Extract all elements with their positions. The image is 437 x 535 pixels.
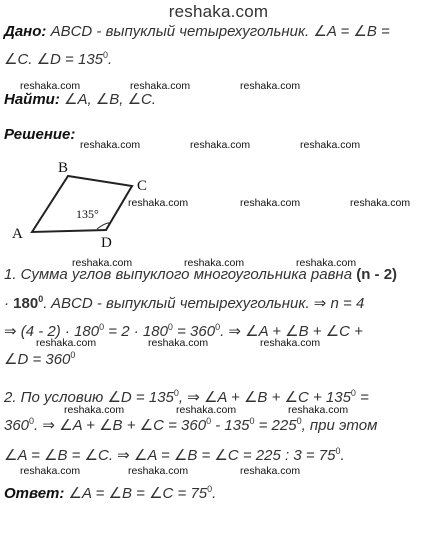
step1-line-2: · $180^0$. ABCD - выпуклый четырехугольник. ⇒ n = 4 (4, 294, 365, 312)
watermark: reshaka.com (80, 139, 141, 151)
quadrilateral-abcd (32, 176, 132, 232)
watermark: reshaka.com (260, 337, 321, 349)
watermark: reshaka.com (20, 80, 81, 92)
find-text: ∠A, ∠B, ∠C. (64, 91, 157, 108)
watermark: reshaka.com (64, 404, 125, 416)
step1-line-1: 1. Сумма углов выпуклого многоугольника равна (n - 2) (4, 266, 398, 283)
watermark: reshaka.com (176, 404, 237, 416)
step1-line-4: ∠D = $360^0$ (4, 350, 76, 368)
watermark: reshaka.com (20, 465, 81, 477)
step2-line-3: ∠A = ∠B = ∠C. ⇒ ∠A = ∠B = ∠C = 225 : $3 = 75^0$. (4, 446, 345, 464)
watermark: reshaka.com (240, 80, 301, 92)
watermark: reshaka.com (184, 257, 245, 269)
step2-line-2: $360^0$. ⇒ ∠A + ∠B + ∠C = $360^0 - 135^0 = 225^0$, при этом (4, 416, 378, 434)
watermark: reshaka.com (36, 337, 97, 349)
answer-line: Ответ: ∠A = ∠B = ∠C = $75^0$. (4, 484, 217, 502)
answer-label: Ответ: (4, 485, 65, 502)
step2-line-1: 2. По условию ∠D = $135^0$, ⇒ ∠A + ∠B + ∠C + $135^0$ = (4, 388, 369, 406)
watermark: reshaka.com (300, 139, 361, 151)
watermark: reshaka.com (350, 197, 411, 209)
watermark: reshaka.com (288, 404, 349, 416)
solution-label: Решение: (4, 126, 76, 143)
given-label: Дано: (4, 23, 47, 40)
watermark: reshaka.com (296, 257, 357, 269)
given-line-2: ∠C. ∠D = $135^0$. (4, 50, 113, 68)
vertex-label-c: C (137, 178, 148, 194)
watermark: reshaka.com (72, 257, 133, 269)
watermark: reshaka.com (240, 465, 301, 477)
watermark: reshaka.com (190, 139, 251, 151)
watermark: reshaka.com (240, 197, 301, 209)
given-text-1: ABCD - выпуклый четырехугольник. ∠A = ∠B = (50, 23, 390, 40)
watermark: reshaka.com (128, 465, 189, 477)
answer-text: ∠A = ∠B = ∠C = 75 (68, 485, 208, 502)
watermark: reshaka.com (148, 337, 209, 349)
vertex-label-a: A (12, 226, 23, 242)
vertex-label-b: B (58, 160, 69, 176)
angle-label-d: 135° (76, 207, 99, 221)
site-title: reshaka.com (168, 2, 269, 21)
watermark: reshaka.com (128, 197, 189, 209)
find-label: Найти: (4, 91, 60, 108)
vertex-label-d: D (101, 235, 112, 251)
step1-line-3: ⇒ $(4 - 2) \cdot 180^0 = 2 \cdot 180^0 = 360^0$. ⇒ ∠A + ∠B + ∠C + (4, 322, 363, 340)
watermark: reshaka.com (130, 80, 191, 92)
